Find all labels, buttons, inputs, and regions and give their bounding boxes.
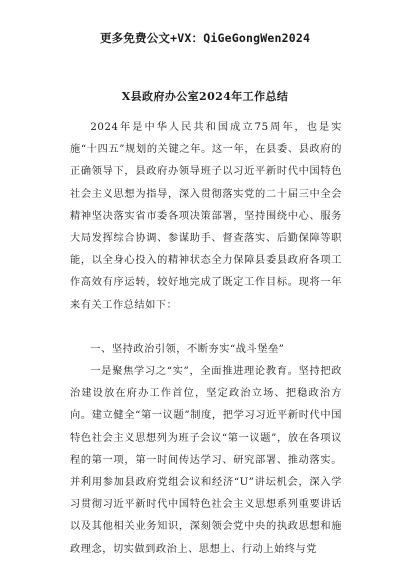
intro-text: 2024年是中华人民共和国成立75周年，也是实施“十四五”规划的关键之年。这一年，在县委、县政府的正确领导下，县政府办领导班子以习近平新时代中国特色社会主义思想为指导，深入贯彻落实党的二十届三中全会精神坚决落实省市委各项决策部署，坚持围绕中心、服务大局发挥综合协调、参谋助手、督查落实、后勤保障等职能，以全身心投入的精神状态全力保障县委县政府各项工作高效有序运转，较好地完成了既定工作目标。现将一年来有关工作总结如下：: [70, 122, 342, 311]
promo-header: 更多免费公文+VX：QiGeGongWen2024: [99, 31, 311, 45]
document-title: X县政府办公室2024年工作总结: [121, 90, 289, 103]
intro-paragraph: [70, 117, 342, 317]
section-heading-text: 一、坚持政治引领，不断夯实“战斗堡垒”: [90, 344, 285, 355]
section-heading: [70, 339, 342, 361]
section-paragraph: [70, 361, 342, 561]
section-paragraph-text: 一是聚焦学习之“实”，全面推进理论教育。坚持把政治建设放在府办工作首位，坚定政治立场、把稳政治方向。建立健全“第一议题”制度，把学习习近平新时代中国特色社会主义思想列为班子会议“第一议题”，放在各项议程的第一项，第一时间传达学习、研究部署、推动落实。并利用参加县政府党组会议和经济“U”讲坛机会，深入学习贯彻习近平新时代中国特色社会主义思想系列重要讲话以及其他相关业务知识，深刻领会党中央的执政思想和施政理念，切实做到政治上、思想上、行动上始终与党: [70, 366, 342, 555]
